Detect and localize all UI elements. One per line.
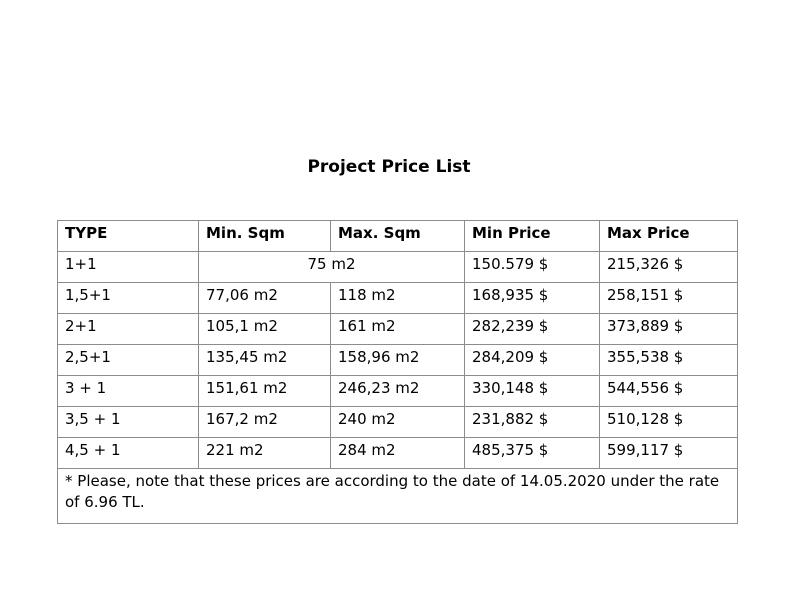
cell-min-price: 231,882 $: [465, 407, 600, 438]
cell-max-sqm: 246,23 m2: [331, 376, 465, 407]
table-row: [58, 376, 738, 407]
cell-type: 4,5 + 1: [58, 438, 199, 469]
page-title: Project Price List: [307, 157, 471, 177]
cell-min-price: 284,209 $: [465, 345, 600, 376]
cell-min-price: 168,935 $: [465, 283, 600, 314]
header-max-sqm: Max. Sqm: [331, 221, 465, 252]
note-row: [58, 469, 738, 524]
table-header-row: [58, 221, 738, 252]
cell-sqm-merged: 75 m2: [199, 252, 465, 283]
cell-max-sqm: 161 m2: [331, 314, 465, 345]
cell-min-sqm: 135,45 m2: [199, 345, 331, 376]
cell-max-price: 510,128 $: [600, 407, 738, 438]
cell-max-price: 599,117 $: [600, 438, 738, 469]
cell-type: 2+1: [58, 314, 199, 345]
cell-max-price: 544,556 $: [600, 376, 738, 407]
cell-max-price: 355,538 $: [600, 345, 738, 376]
cell-type: 1+1: [58, 252, 199, 283]
header-min-price: Min Price: [465, 221, 600, 252]
table-row: [58, 314, 738, 345]
cell-type: 1,5+1: [58, 283, 199, 314]
table-row: [58, 252, 738, 283]
cell-min-price: 330,148 $: [465, 376, 600, 407]
cell-min-sqm: 77,06 m2: [199, 283, 331, 314]
cell-type: 3,5 + 1: [58, 407, 199, 438]
cell-max-price: 258,151 $: [600, 283, 738, 314]
cell-type: 3 + 1: [58, 376, 199, 407]
cell-max-price: 215,326 $: [600, 252, 738, 283]
cell-min-sqm: 105,1 m2: [199, 314, 331, 345]
cell-min-price: 282,239 $: [465, 314, 600, 345]
cell-min-sqm: 167,2 m2: [199, 407, 331, 438]
price-note: * Please, note that these prices are according to the date of 14.05.2020 under the rate of 6.96 TL.: [58, 469, 738, 524]
table-row: [58, 407, 738, 438]
header-type: TYPE: [58, 221, 199, 252]
cell-max-sqm: 118 m2: [331, 283, 465, 314]
header-min-sqm: Min. Sqm: [199, 221, 331, 252]
cell-min-price: 150.579 $: [465, 252, 600, 283]
cell-max-price: 373,889 $: [600, 314, 738, 345]
table-row: [58, 438, 738, 469]
cell-min-sqm: 221 m2: [199, 438, 331, 469]
cell-max-sqm: 240 m2: [331, 407, 465, 438]
price-table: [57, 220, 738, 524]
header-max-price: Max Price: [600, 221, 738, 252]
cell-max-sqm: 158,96 m2: [331, 345, 465, 376]
cell-min-price: 485,375 $: [465, 438, 600, 469]
table-row: [58, 345, 738, 376]
cell-type: 2,5+1: [58, 345, 199, 376]
table-row: [58, 283, 738, 314]
cell-min-sqm: 151,61 m2: [199, 376, 331, 407]
cell-max-sqm: 284 m2: [331, 438, 465, 469]
